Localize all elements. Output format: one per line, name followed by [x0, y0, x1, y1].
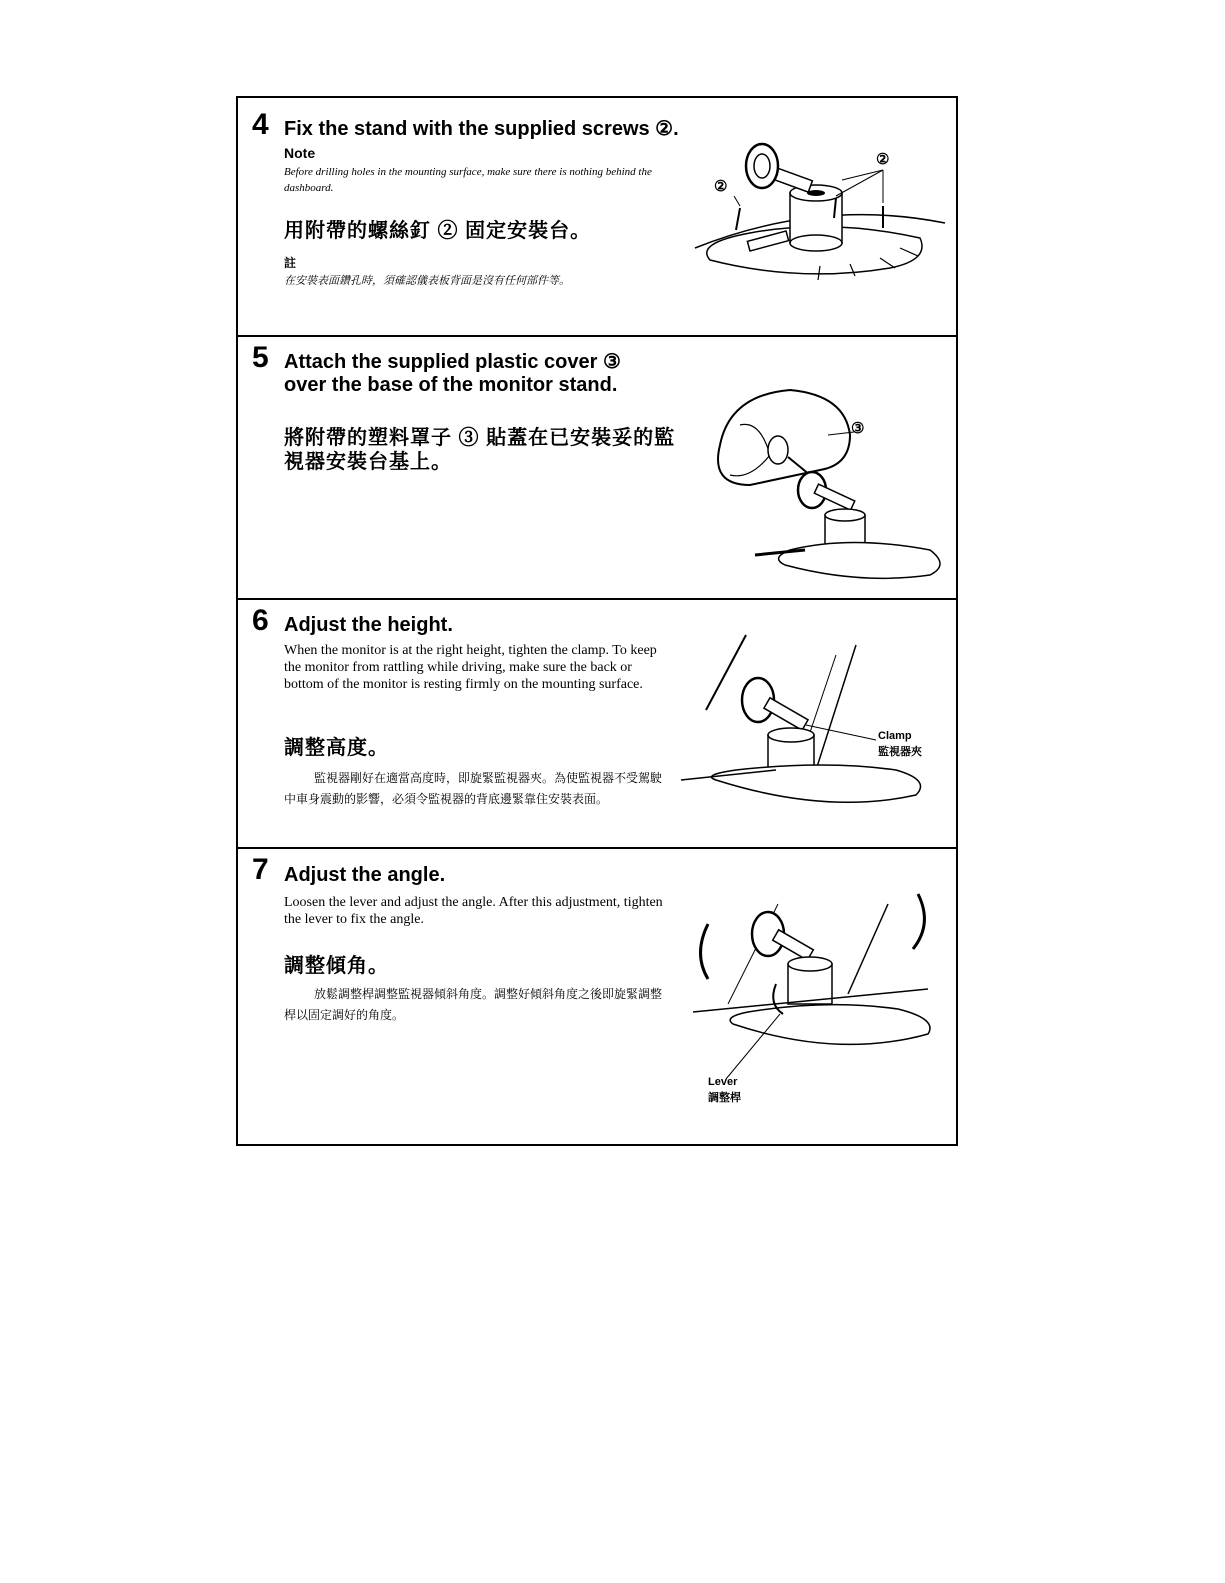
step-title: Adjust the height.	[284, 614, 453, 636]
step-number: 4	[252, 108, 269, 141]
plastic-cover-illustration	[700, 375, 950, 600]
step-body: Loosen the lever and adjust the angle. After this adjustment, tighten the lever to fix the angle.	[284, 895, 663, 927]
label-lever-zh: 調整桿	[708, 1092, 741, 1104]
step-4	[238, 98, 956, 337]
step-number: 7	[252, 853, 269, 886]
height-adjust-illustration	[676, 630, 936, 810]
callout-cover: ③	[851, 420, 865, 437]
zh-step-title: 調整傾角。	[284, 955, 389, 977]
step-title: Fix the stand with the supplied screws ②.	[284, 118, 679, 140]
step-5	[238, 337, 956, 600]
zh-step-body: 放鬆調整桿調整監視器傾斜角度。調整好傾斜角度之後即旋緊調整桿以固定調好的角度。	[284, 987, 663, 1022]
step-number: 5	[252, 341, 269, 374]
zh-note-heading: 註	[284, 256, 297, 270]
note-heading: Note	[284, 145, 316, 161]
zh-step-title-line1: 將附帶的塑料罩子 ③ 貼蓋在已安裝妥的監	[284, 427, 676, 449]
step-title-line2: over the base of the monitor stand.	[284, 374, 618, 396]
angle-adjust-illustration	[688, 884, 950, 1134]
step-title: Adjust the angle.	[284, 864, 446, 886]
zh-step-body: 監視器剛好在適當高度時，即旋緊監視器夾。為使監視器不受駕駛中車身震動的影響，必須令監視器的背底邊緊靠住安裝表面。	[284, 771, 663, 806]
callout-screw-left: ②	[714, 178, 728, 195]
step-title-line1: Attach the supplied plastic cover ③	[284, 351, 621, 373]
label-clamp: Clamp	[878, 730, 912, 742]
zh-step-title: 調整高度。	[284, 737, 389, 759]
stand-screws-illustration	[690, 148, 950, 278]
step-7	[238, 849, 956, 1144]
step-number: 6	[252, 604, 269, 637]
step-body: When the monitor is at the right height, tighten the clamp. To keep the monitor from rattling while driving, make sure the back or bottom of the monitor is resting firmly on the mounting surface.	[284, 643, 657, 692]
step-6	[238, 600, 956, 849]
instruction-frame	[236, 96, 958, 1146]
zh-step-title-line2: 視器安裝台基上。	[284, 451, 452, 473]
zh-note-text: 在安裝表面鑽孔時，須確認儀表板背面是沒有任何部件等。	[284, 275, 570, 287]
note-text: Before drilling holes in the mounting surface, make sure there is nothing behind the dashboard.	[284, 166, 652, 194]
zh-step-title: 用附帶的螺絲釘 ② 固定安裝台。	[284, 220, 592, 242]
label-lever: Lever	[708, 1076, 738, 1088]
callout-screw-right: ②	[876, 151, 890, 168]
label-clamp-zh: 監視器夾	[878, 746, 922, 758]
